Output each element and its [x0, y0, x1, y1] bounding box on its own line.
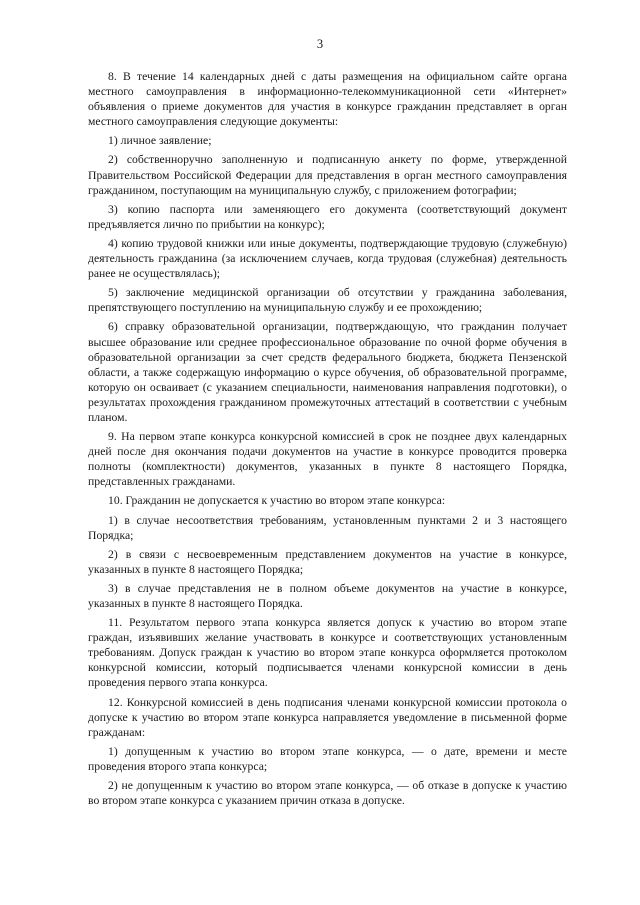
- paragraph-12: 12. Конкурсной комиссией в день подписания членами конкурсной комиссии протокола о допуске к участию во втором этапе конкурса направляется уведомление в письменной форме гражданам:: [88, 695, 567, 739]
- list-item-12-2: 2) не допущенным к участию во втором этапе конкурса, — об отказе в допуске к участию во втором этапе конкурса с указанием причин отказа в допуске.: [88, 779, 567, 808]
- list-item-8-3: 3) копию паспорта или заменяющего его документа (соответствующий документ предъявляется лично по прибытии на конкурс);: [88, 202, 567, 231]
- paragraph-11: 11. Результатом первого этапа конкурса является допуск к участию во втором этапе граждан, изъявивших желание участвовать в конкурсе и соответствующих установленным требованиям. Допуск граждан к участию во втором этапе конкурса оформляется протоколом конкурсной комиссии, который подписывается членами конкурсной комиссии в день проведения первого этапа конкурса.: [88, 616, 567, 690]
- paragraph-8: 8. В течение 14 календарных дней с даты размещения на официальном сайте органа местного самоуправления в информационно-телекоммуникационной сети «Интернет» объявления о приеме документов для участия в конкурсе гражданин представляет в орган местного самоуправления следующие документы:: [88, 70, 567, 129]
- list-item-10-3: 3) в случае представления не в полном объеме документов на участие в конкурсе, указанных в пункте 8 настоящего Порядка.: [88, 581, 567, 610]
- page-number: 3: [316, 37, 324, 51]
- document-body: [88, 69, 567, 812]
- list-item-10-2: 2) в связи с несвоевременным представлением документов на участие в конкурсе, указанных в пункте 8 настоящего Порядка;: [88, 547, 567, 576]
- paragraph-10: 10. Гражданин не допускается к участию во втором этапе конкурса:: [108, 494, 446, 508]
- list-item-8-6: 6) справку образовательной организации, подтверждающую, что гражданин получает высшее образование или среднее профессиональное образование по очной форме обучения в образовательной организации за счет средств федерального бюджета, бюджета Пензенской области, а также содержащую информацию о курсе обучения, об образовательной программе, которую он осваивает (с указанием специальности, наименования направления подготовки), о результатах прохождения гражданином промежуточных аттестаций в соответствии с учебным планом.: [88, 320, 567, 424]
- list-item-8-1: 1) личное заявление;: [108, 134, 212, 148]
- list-item-8-5: 5) заключение медицинской организации об отсутствии у гражданина заболевания, препятствующего поступлению на муниципальную службу и ее прохождению;: [88, 286, 567, 315]
- list-item-8-4: 4) копию трудовой книжки или иные документы, подтверждающие трудовую (служебную) деятельность гражданина (за исключением случаев, когда трудовая (служебная) деятельность ранее не осуществлялась);: [88, 236, 567, 281]
- list-item-10-1: 1) в случае несоответствия требованиям, установленным пунктами 2 и 3 настоящего Порядка;: [88, 513, 567, 542]
- paragraph-9: 9. На первом этапе конкурса конкурсной комиссией в срок не позднее двух календарных дней после дня окончания подачи документов на участие в конкурсе проводится проверка полноты (комплектности) документов, указанных в пункте 8 настоящего Порядка, представленных гражданами.: [88, 430, 567, 489]
- list-item-12-1: 1) допущенным к участию во втором этапе конкурса, — о дате, времени и месте проведения второго этапа конкурса;: [88, 744, 567, 773]
- list-item-8-2: 2) собственноручно заполненную и подписанную анкету по форме, утвержденной Правительством Российской Федерации для представления в орган местного самоуправления гражданином, поступающим на муниципальную службу, с приложением фотографии;: [88, 153, 567, 197]
